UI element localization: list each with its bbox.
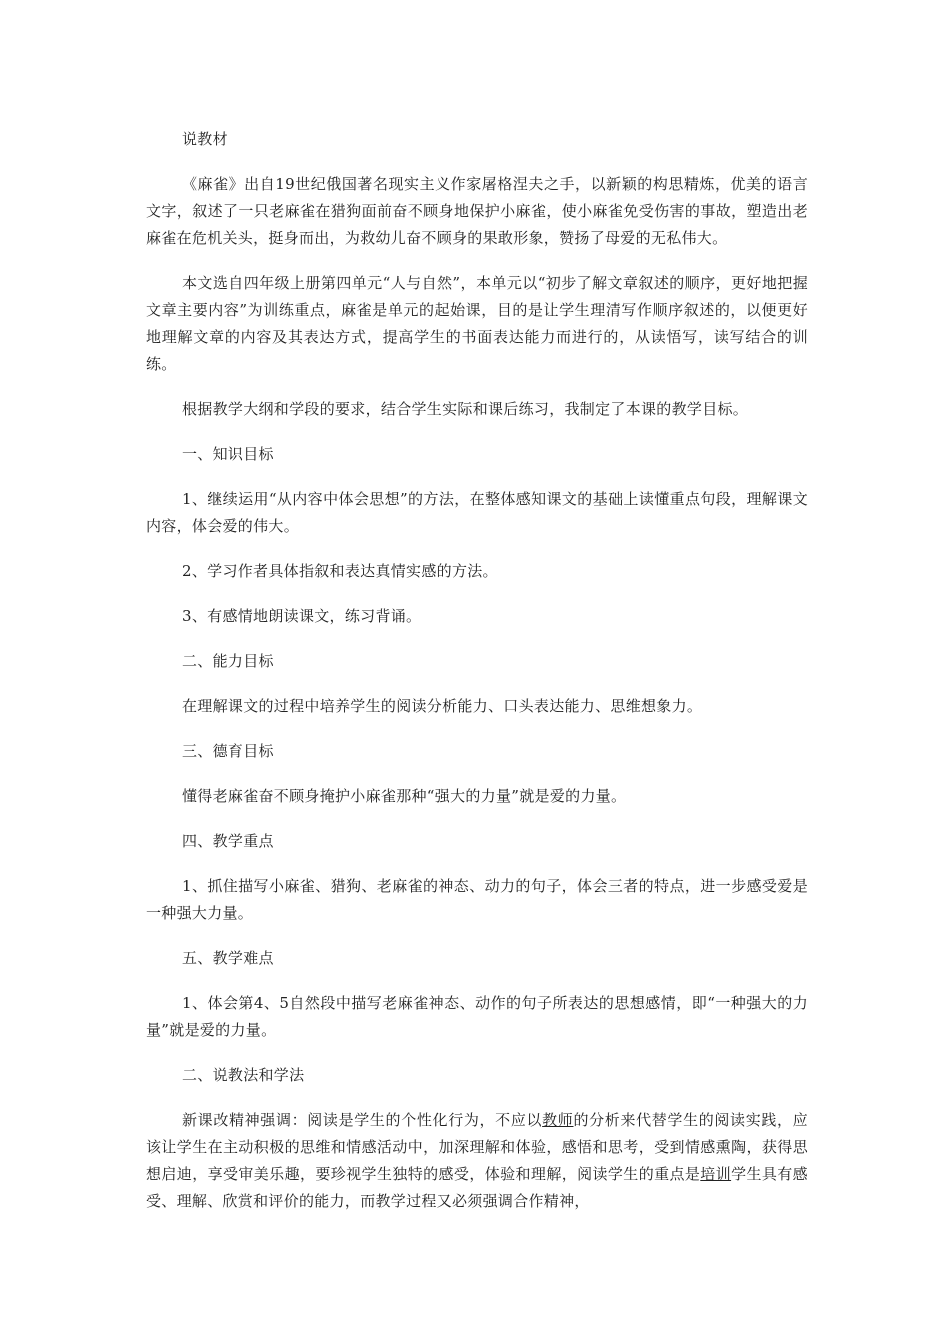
paragraph-methods-part1: 新课改精神强调：阅读是学生的个性化行为，不应以 [182,1111,543,1129]
paragraph-ability: 在理解课文的过程中培养学生的阅读分析能力、口头表达能力、思维想象力。 [182,697,703,715]
heading-difficulties: 五、教学难点 [182,949,274,967]
heading-moral-goals: 三、德育目标 [182,742,274,760]
link-training[interactable]: 培训 [700,1165,732,1183]
paragraph-methods [146,1107,808,1215]
list-item-knowledge-3: 3、有感情地朗读课文，练习背诵。 [182,607,422,625]
heading-knowledge-goals: 一、知识目标 [182,445,274,463]
paragraph-goals-intro: 根据教学大纲和学段的要求，结合学生实际和课后练习，我制定了本课的教学目标。 [182,400,749,418]
document-body [146,126,808,1233]
paragraph-methods-part2: 的分析来代替学生的阅读实践，应该让学生在主动积极的思维和情感活动中，加深理解和体验，感悟和思考，受到情感熏陶，获得思想启迪，享受审美乐趣，要珍视学生独特的感受，体验和理解，阅读学生的重点是 [146,1111,808,1183]
paragraph-unit: 本文选自四年级上册第四单元“人与自然”，本单元以“初步了解文章叙述的顺序，更好地把握文章主要内容”为训练重点，麻雀是单元的起始课，目的是让学生理清写作顺序叙述的，以便更好地理解文章的内容及其表达方式，提高学生的书面表达能力而进行的，从读悟写，读写结合的训练。 [146,274,808,373]
heading-methods: 二、说教法和学法 [182,1066,305,1084]
list-item-difficulty-1: 1、体会第4、5自然段中描写老麻雀神态、动作的句子所表达的思想感情，即“一种强大的力量”就是爱的力量。 [146,994,808,1039]
paragraph-moral: 懂得老麻雀奋不顾身掩护小麻雀那种“强大的力量”就是爱的力量。 [182,787,627,805]
section-heading-textbook: 说教材 [182,130,228,148]
list-item-key-point-1: 1、抓住描写小麻雀、猎狗、老麻雀的神态、动力的句子，体会三者的特点，进一步感受爱是一种强大力量。 [146,877,808,922]
list-item-knowledge-2: 2、学习作者具体指叙和表达真情实感的方法。 [182,562,498,580]
paragraph-methods-part3: 学生具有感受、理解、欣赏和评价的能力，而教学过程又必须强调合作精神， [146,1165,808,1210]
paragraph-intro: 《麻雀》出自19世纪俄国著名现实主义作家屠格涅夫之手，以新颖的构思精炼，优美的语言文字，叙述了一只老麻雀在猎狗面前奋不顾身地保护小麻雀，使小麻雀免受伤害的事故，塑造出老麻雀在危机关头，挺身而出，为救幼儿奋不顾身的果敢形象，赞扬了母爱的无私伟大。 [146,175,808,247]
list-item-knowledge-1: 1、继续运用“从内容中体会思想”的方法，在整体感知课文的基础上读懂重点句段，理解课文内容，体会爱的伟大。 [146,490,808,535]
link-teacher[interactable]: 教师 [542,1111,574,1129]
heading-ability-goals: 二、能力目标 [182,652,274,670]
heading-key-points: 四、教学重点 [182,832,274,850]
